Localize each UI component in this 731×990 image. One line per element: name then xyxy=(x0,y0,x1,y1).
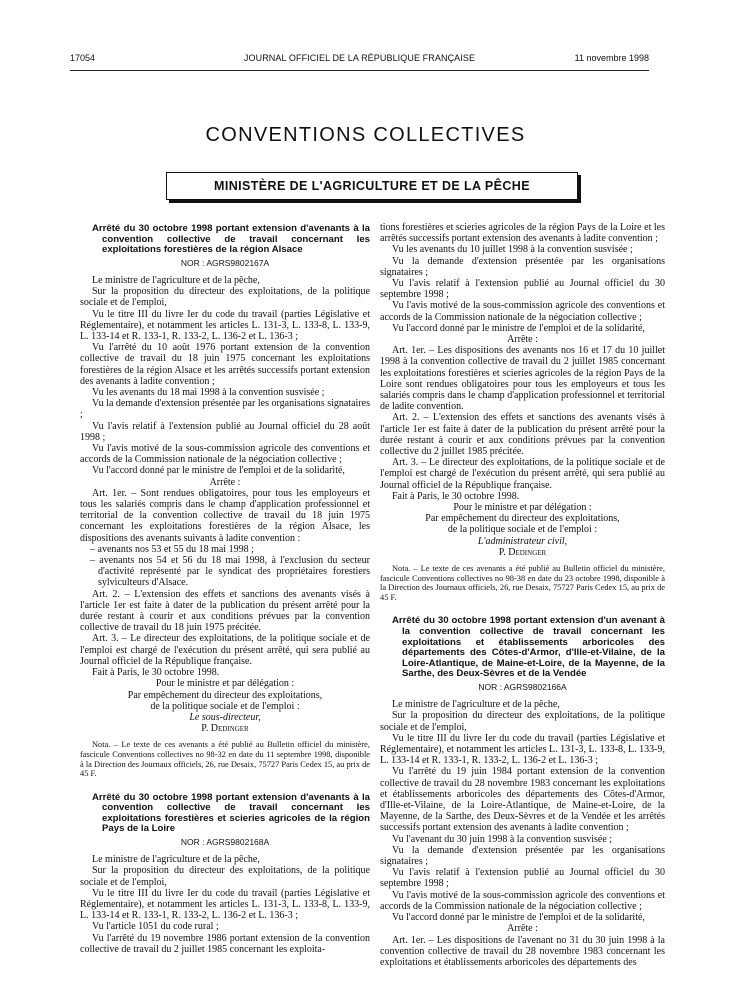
paragraph: Vu l'arrêté du 10 août 1976 portant extension de la convention collective de travail du 18 juin 1975 concernant les exploitations forestières de la région Alsace et les arrêtés successifs portant extension des avenants à ladite convention ; xyxy=(80,342,370,387)
section-title: CONVENTIONS COLLECTIVES xyxy=(205,124,526,146)
page-number: 17054 xyxy=(70,53,96,63)
header-rule xyxy=(70,70,649,71)
paragraph: Sur la proposition du directeur des exploitations, de la politique sociale et de l'emploi, xyxy=(80,865,370,888)
nota: Nota. – Le texte de ces avenants a été publié au Bulletin officiel du ministère, fascicule Conventions collectives no 98-38 en date du 23 octobre 1998, disponible à la Direction des Journaux officiels, 26, rue Desaix, 75727 Paris Cedex 15, au prix de 45 F. xyxy=(380,564,665,602)
article-1: Art. 1er. – Sont rendues obligatoires, pour tous les employeurs et tous les salariés compris dans le champ d'application professionnel et territorial de la convention collective de travail du 18 juin 1975 concernant les exploitations forestières de la région Alsace, les dispositions des avenants suivants à ladite convention : xyxy=(80,487,370,544)
paragraph: Vu les avenants du 18 mai 1998 à la convention susvisée ; xyxy=(92,387,325,399)
paragraph: Vu la demande d'extension présentée par les organisations signataires ; xyxy=(380,844,665,868)
article-2: Art. 2. – L'extension des effets et sanctions des avenants visés à l'article 1er est faite à dater de la publication du présent arrêté pour la durée restant à courir et aux conditions prévues par la convention collective de travail du 18 juin 1975 précitée. xyxy=(80,588,370,634)
article-3: Art. 3. – Le directeur des exploitations, de la politique sociale et de l'emploi est chargé de l'exécution du présent arrêté, qui sera publié au Journal officiel de la République française. xyxy=(380,457,665,491)
paragraph: Sur la proposition du directeur des exploitations, de la politique sociale et de l'emploi, xyxy=(380,710,665,733)
dash-item: – avenants nos 54 et 56 du 18 mai 1998, à l'exclusion du secteur d'activité représenté par le syndicat des propriétaires forestiers sylviculteurs d'Alsace. xyxy=(90,555,370,589)
paragraph: Vu l'arrêté du 19 novembre 1986 portant extension de la convention collective de travail du 2 juillet 1985 concernant les exploita- xyxy=(80,932,370,955)
issue-date: 11 novembre 1998 xyxy=(574,53,649,63)
arrete-heading: Arrête : xyxy=(507,923,538,935)
paragraph: Vu l'avis relatif à l'extension publié au Journal officiel du 30 septembre 1998 ; xyxy=(380,867,665,890)
paragraph: Le ministre de l'agriculture et de la pêche, xyxy=(92,274,260,286)
paragraph: Vu les avenants du 10 juillet 1998 à la convention susvisée ; xyxy=(392,244,633,256)
paragraph: Vu l'avenant du 30 juin 1998 à la convention susvisée ; xyxy=(392,833,613,845)
arrete-heading: Arrête : xyxy=(209,476,241,488)
paragraph: Vu le titre III du livre Ier du code du travail (parties Législative et Réglementaire), et notamment les articles L. 131-3, L. 133-8, L. 133-9, L. 133-14 et R. 133-1, R. 133-2, L. 136-2 et L. 136-3 ; xyxy=(380,732,665,767)
paragraph: Vu la demande d'extension présentée par les organisations signataires ; xyxy=(80,398,370,421)
signature-title: L'administrateur civil, xyxy=(477,535,568,547)
paragraph: Vu l'avis motivé de la sous-commission agricole des conventions et accords de la Commission nationale de la négociation collective ; xyxy=(80,443,370,466)
signature-title: Le sous-directeur, xyxy=(189,711,261,723)
signature-line: de la politique sociale et de l'emploi : xyxy=(447,524,598,536)
paragraph: Vu l'avis relatif à l'extension publié au Journal officiel du 28 août 1998 ; xyxy=(80,420,370,443)
nota: Nota. – Le texte de ces avenants a été publié au Bulletin officiel du ministère, fascicule Conventions collectives no 98-32 en date du 11 septembre 1998, disponible à la Direction des Journaux officiels, 26, rue Desaix, 75727 Paris Cedex 15, au prix de 45 F. xyxy=(80,740,370,779)
nor-reference: NOR : AGRS9802168A xyxy=(180,837,270,848)
paragraph: Vu l'article 1051 du code rural ; xyxy=(92,921,219,933)
dash-item: – avenants nos 53 et 55 du 18 mai 1998 ; xyxy=(90,543,254,555)
nor-reference: NOR : AGRS9802167A xyxy=(180,257,270,268)
article-1: Art. 1er. – Les dispositions des avenants nos 16 et 17 du 10 juillet 1998 à la convention collective de travail du 2 juillet 1985 concernant les exploitations forestières et scieries agricoles de la région Pays de la Loire sont rendues obligatoires pour tous les employeurs et tous les salariés compris dans le champ d'application professionnel et territorial de ladite convention. xyxy=(380,345,665,413)
paragraph: tions forestières et scieries agricoles de la région Pays de la Loire et les arrêtés successifs portant extension des avenants à ladite convention ; xyxy=(380,222,665,245)
signature-name: P. Dedinger xyxy=(201,723,249,735)
journal-title: JOURNAL OFFICIEL DE LA RÉPUBLIQUE FRANÇAISE xyxy=(243,53,476,63)
paragraph: Vu l'arrêté du 19 juin 1984 portant extension de la convention collective de travail du 28 novembre 1983 concernant les exploitations et établissements arboricoles des départements des Côtes-d'Armor, d'Ille-et-Vilaine, de la Loire-Atlantique, de Maine-et-Loire, de la Mayenne, de la Sarthe, des Deux-Sèvres et de la Vendée et les arrêtés successifs portant extension des avenants à ladite convention ; xyxy=(380,766,665,834)
signature-name: P. Dedinger xyxy=(498,546,547,558)
fait-line: Fait à Paris, le 30 octobre 1998. xyxy=(92,667,220,679)
nor-reference: NOR : AGRS9802166A xyxy=(478,682,567,693)
signature-line: Pour le ministre et par délégation : xyxy=(155,678,295,690)
right-column xyxy=(380,222,665,968)
paragraph: Vu l'avis relatif à l'extension publié au Journal officiel du 30 septembre 1998 ; xyxy=(380,278,665,301)
left-column xyxy=(80,224,370,955)
decree-title: Arrêté du 30 octobre 1998 portant extension d'un avenant à la convention collective de travail concernant les exploitations et établissements arboricoles des départements des Côtes-d'Armor, d'Ille-et-Vilaine, de la Loire-Atlantique, de Maine-et-Loire, de la Mayenne, de la Sarthe, des Deux-Sèvres et de la Vendée xyxy=(392,615,665,680)
paragraph: Vu la demande d'extension présentée par les organisations signataires ; xyxy=(380,255,665,278)
decree-title: Arrêté du 30 octobre 1998 portant extension d'avenants à la convention collective de travail concernant les exploitations forestières de la région Alsace xyxy=(92,223,370,256)
page-header xyxy=(70,52,649,66)
signature-line: Par empêchement du directeur des exploitations, xyxy=(127,689,323,701)
paragraph: Vu l'accord donné par le ministre de l'emploi et de la solidarité, xyxy=(92,465,345,477)
article-2: Art. 2. – L'extension des effets et sanctions des avenants visés à l'article 1er est faite à dater de la publication du présent arrêté pour la durée restant à courir et aux conditions prévues par la convention collective du 2 juillet 1985 précitée. xyxy=(380,412,665,458)
paragraph: Vu l'accord donné par le ministre de l'emploi et de la solidarité, xyxy=(392,322,645,334)
article-1: Art. 1er. – Les dispositions de l'avenant no 31 du 30 juin 1998 à la convention collective de travail du 28 novembre 1983 concernant les exploitations et établissements arboricoles des départements des xyxy=(380,934,665,968)
fait-line: Fait à Paris, le 30 octobre 1998. xyxy=(392,490,520,502)
arrete-heading: Arrête : xyxy=(507,334,538,346)
paragraph: Vu l'avis motivé de la sous-commission agricole des conventions et accords de la Commission nationale de la négociation collective ; xyxy=(380,300,665,323)
article-3: Art. 3. – Le directeur des exploitations, de la politique sociale et de l'emploi est chargé de l'exécution du présent arrêté, qui sera publié au Journal officiel de la République française. xyxy=(80,633,370,667)
ministry-box: MINISTÈRE DE L'AGRICULTURE ET DE LA PÊCHE xyxy=(166,172,578,200)
paragraph: Le ministre de l'agriculture et de la pêche, xyxy=(392,699,560,711)
paragraph: Le ministre de l'agriculture et de la pêche, xyxy=(92,854,260,866)
decree-title: Arrêté du 30 octobre 1998 portant extension d'avenants à la convention collective de travail concernant les exploitations forestières et scieries agricoles de la région Pays de la Loire xyxy=(92,791,370,835)
paragraph: Vu l'avis motivé de la sous-commission agricole des conventions et accords de la Commission nationale de la négociation collective ; xyxy=(380,889,665,912)
paragraph: Sur la proposition du directeur des exploitations, de la politique sociale et de l'emploi, xyxy=(80,286,370,309)
paragraph: Vu le titre III du livre Ier du code du travail (parties Législative et Réglementaire), et notamment les articles L. 131-3, L. 133-8, L. 133-9, L. 133-14 et R. 133-1, R. 133-2, L. 136-2 et L. 136-3 ; xyxy=(80,308,370,342)
paragraph: Vu l'accord donné par le ministre de l'emploi et de la solidarité, xyxy=(392,912,645,924)
signature-line: de la politique sociale et de l'emploi : xyxy=(150,700,300,712)
paragraph: Vu le titre III du livre Ier du code du travail (parties Législative et Réglementaire), et notamment les articles L. 131-3, L. 133-8, L. 133-9, L. 133-14 et R. 133-1, R. 133-2, L. 136-2 et L. 136-3 ; xyxy=(80,887,370,922)
signature-line: Pour le ministre et par délégation : xyxy=(453,502,592,514)
signature-line: Par empêchement du directeur des exploitations, xyxy=(425,513,620,525)
